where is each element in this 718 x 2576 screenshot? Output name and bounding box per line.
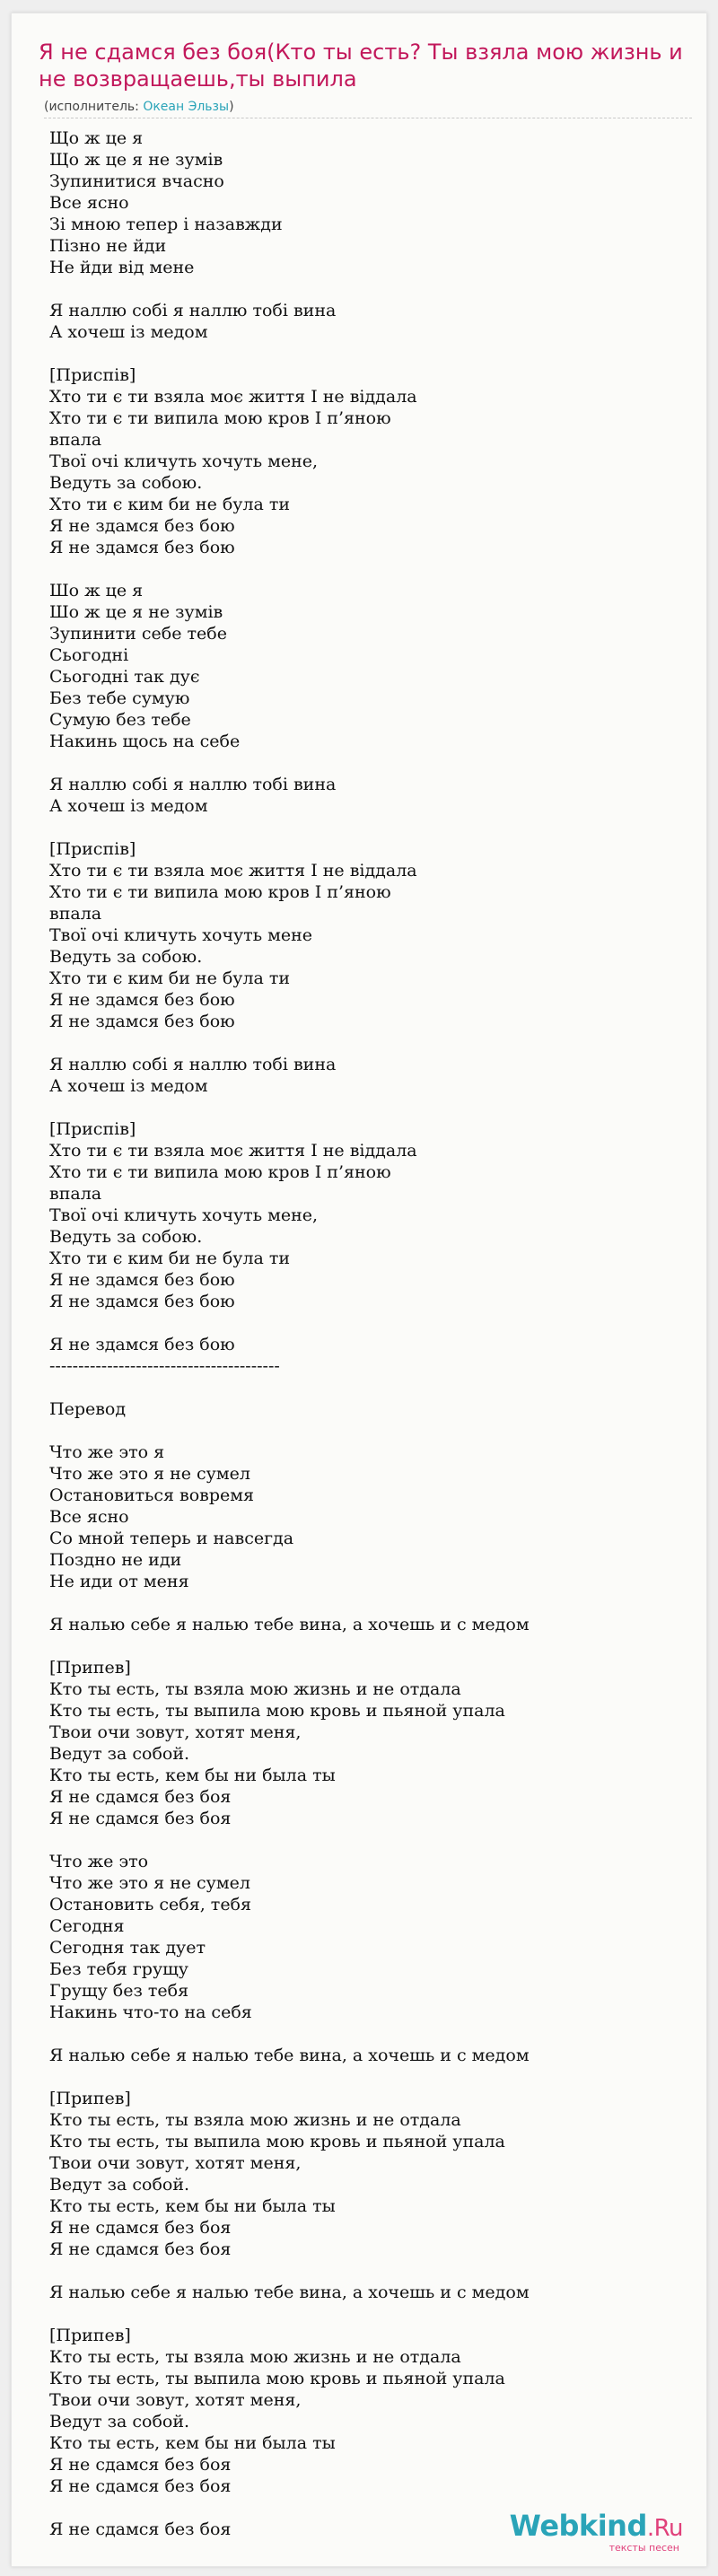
logo-name: Webkind xyxy=(509,2509,647,2543)
logo-wordmark xyxy=(510,2510,683,2544)
webkind-logo[interactable] xyxy=(510,2510,683,2554)
artist-link[interactable]: Океан Эльзы xyxy=(143,100,230,114)
song-title: Я не сдамся без боя(Кто ты есть? Ты взяла мою жизнь и не возвращаешь,ты выпила xyxy=(39,39,683,92)
lyrics-text: Що ж це я Що ж це я не зумів Зупинитися вчасно Все ясно Зі мною тепер і назавжди Пізно не йди Не йди від мене Я наллю собі я наллю тобі вина А хочеш із медом [Приспів] Хто ти є ти взяла моє життя І не віддала Хто ти є ти випила мою кров І п’яною впала Твої очі кличуть хочуть мене, Ведуть за собою. Хто ти є ким би не була ти Я не здамся без бою Я не здамся без бою Шо ж це я Шо ж це я не зумів Зупинити себе тебе Сьогодні Сьогодні так дує Без тебе сумую Сумую без тебе Накинь щось на себе Я наллю собі я наллю тобі вина А хочеш із медом [Приспів] Хто ти є ти взяла моє життя І не віддала Хто ти є ти випила мою кров І п’яною впала Твої очі кличуть хочуть мене Ведуть за собою. Хто ти є ким би не була ти Я не здамся без бою Я не здамся без бою Я наллю собі я наллю тобі вина А хочеш із медом [Приспів] Хто ти є ти взяла моє життя І не віддала Хто ти є ти випила мою кров І п’яною впала Твої очі кличуть хочуть мене, Ведуть за собою. Хто ти є ким би не була ти Я не здамся без бою Я не здамся без бою Я не здамся без бою ---------------------------------------- Перевод Что же это я Что же это я не сумел Остановиться вовремя Все ясно Со мной теперь и навсегда Поздно не иди Не иди от меня Я налью себе я налью тебе вина, а хочешь и с медом [Припев] Кто ты есть, ты взяла мою жизнь и не отдала Кто ты есть, ты выпила мою кровь и пьяной упала Твои очи зовут, хотят меня, Ведут за собой. Кто ты есть, кем бы ни была ты Я не сдамся без боя Я не сдамся без боя Что же это Что же это я не сумел Остановить себя, тебя Сегодня Сегодня так дует Без тебя грущу Грущу без тебя Накинь что-то на себя Я налью себе я налью тебе вина, а хочешь и с медом [Припев] Кто ты есть, ты взяла мою жизнь и не отдала Кто ты есть, ты выпила мою кровь и пьяной упала Твои очи зовут, хотят меня, Ведут за собой. Кто ты есть, кем бы ни была ты Я не сдамся без боя Я не сдамся без боя Я налью себе я налью тебе вина, а хочешь и с медом [Припев] Кто ты есть, ты взяла мою жизнь и не отдала Кто ты есть, ты выпила мою кровь и пьяной упала Твои очи зовут, хотят меня, Ведут за собой. Кто ты есть, кем бы ни была ты Я не сдамся без боя Я не сдамся без боя Я не сдамся без боя xyxy=(49,128,530,2539)
artist-line xyxy=(44,100,234,114)
artist-suffix: ) xyxy=(229,100,234,114)
lyrics-page xyxy=(11,13,707,2567)
artist-prefix: (исполнитель: xyxy=(44,100,144,114)
logo-tagline: тексты песен xyxy=(609,2542,679,2554)
logo-tld: .Ru xyxy=(646,2515,683,2542)
